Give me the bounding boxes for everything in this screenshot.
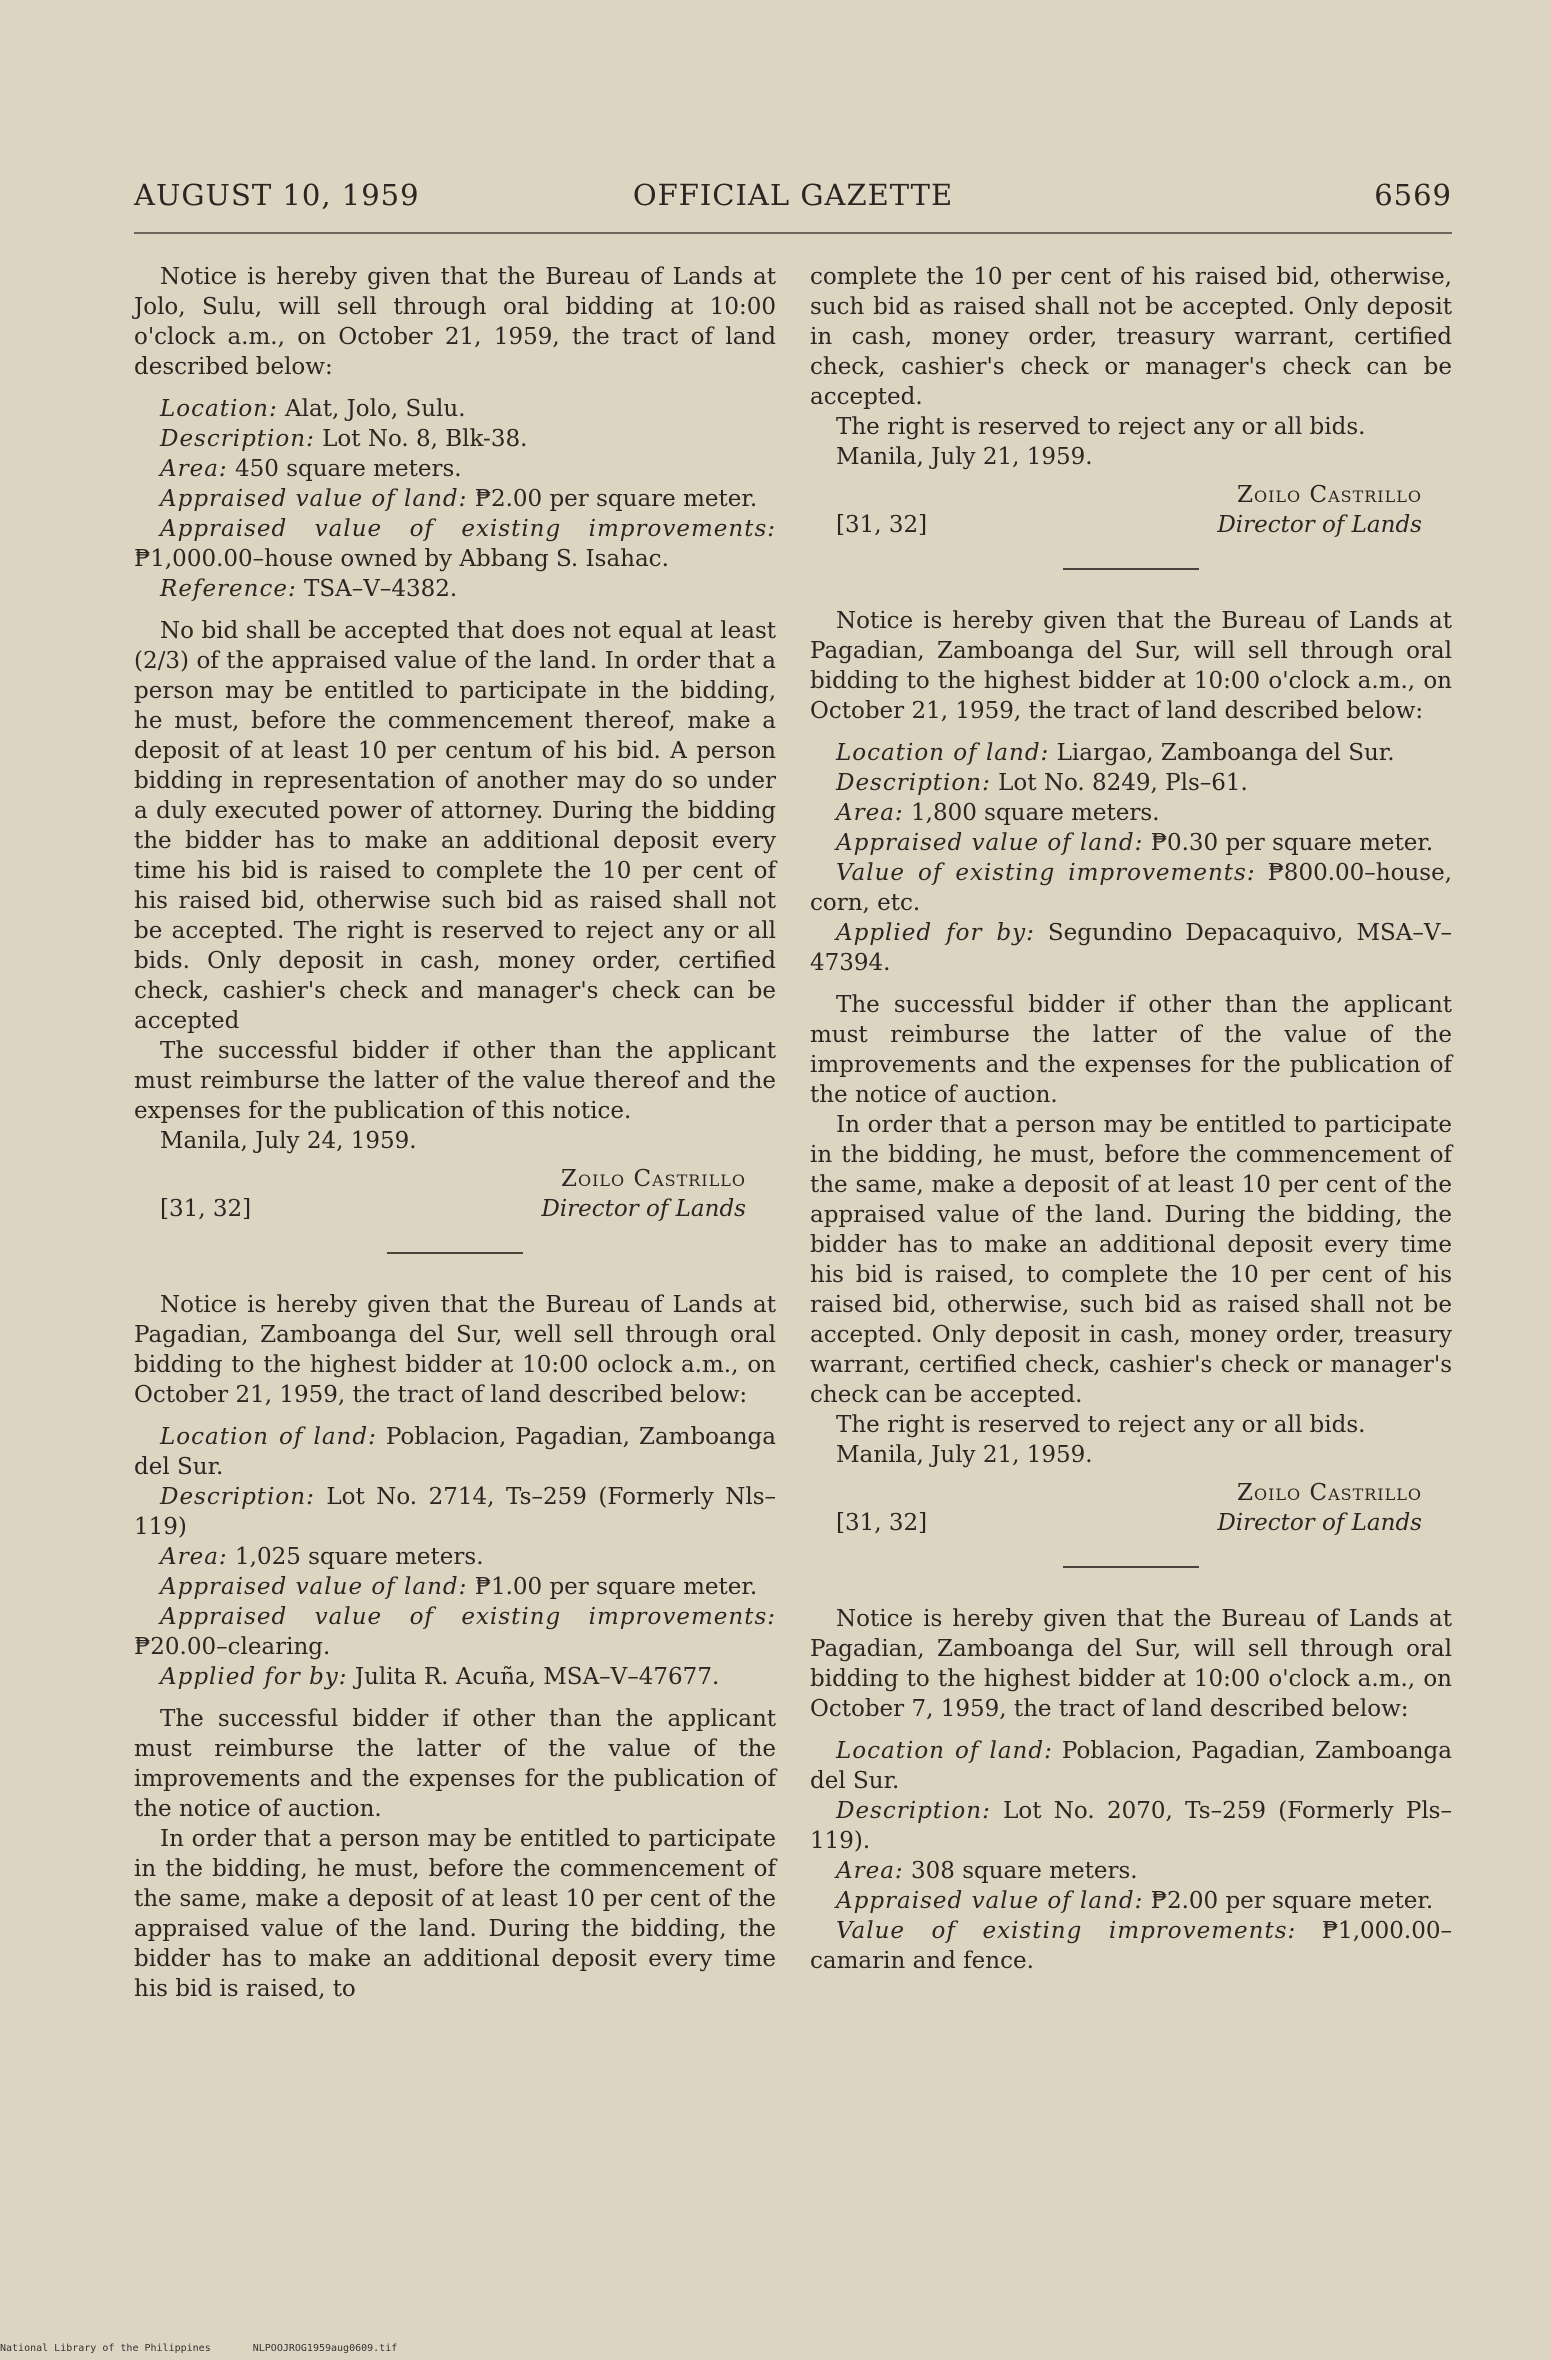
reimbursement-clause: The successful bidder if other than the applicant must reimburse the latter of the value thereof and the expenses for the publication of this notice. <box>134 1038 776 1124</box>
field-label: Applied for by: <box>160 1664 348 1690</box>
issue-reference: [31, 32] <box>160 1196 252 1222</box>
field-label: Appraised value of land: <box>836 1888 1144 1914</box>
right-column <box>810 262 1452 1976</box>
field-label: Area: <box>160 456 228 482</box>
section-divider <box>387 1252 523 1254</box>
field-value: 308 square meters. <box>903 1858 1138 1884</box>
notice-pagadian-2714 <box>134 1290 776 2004</box>
field-label: Description: <box>836 1798 991 1824</box>
field-value: Poblacion, Pagadian, Zamboanga del Sur. <box>810 1738 1452 1794</box>
field-applied-for-by <box>134 1662 776 1692</box>
field-label: Appraised value of existing improvements: <box>160 1604 776 1630</box>
signatory-title: Director of Lands <box>1217 512 1422 538</box>
signatory-name: Zoilo Castrillo <box>1237 482 1422 508</box>
place-date: Manila, July 21, 1959. <box>836 444 1093 470</box>
field-appraised-improvements <box>134 514 776 574</box>
field-value: Lot No. 8249, Pls–61. <box>990 770 1248 796</box>
field-label: Area: <box>836 800 904 826</box>
field-area <box>810 1856 1452 1886</box>
field-value: Liargao, Zamboanga del Sur. <box>1049 740 1395 766</box>
notice-pagadian-8249 <box>810 606 1452 1540</box>
signature-block <box>134 1164 776 1226</box>
place-date: Manila, July 24, 1959. <box>160 1128 417 1154</box>
issue-reference: [31, 32] <box>836 1510 928 1536</box>
field-value: ₱0.30 per square meter. <box>1143 830 1434 856</box>
field-appraised-land <box>810 1886 1452 1916</box>
field-label: Description: <box>160 1484 315 1510</box>
field-label: Appraised value of land: <box>160 486 468 512</box>
signatory-title: Director of Lands <box>1217 1510 1422 1536</box>
field-label: Appraised value of land: <box>160 1574 468 1600</box>
header-rule <box>134 232 1452 234</box>
publication-title: OFFICIAL GAZETTE <box>632 178 954 212</box>
field-label: Reference: <box>160 576 297 602</box>
field-value: ₱2.00 per square meter. <box>467 486 758 512</box>
field-label: Description: <box>160 426 315 452</box>
field-appraised-improvements <box>134 1602 776 1662</box>
field-value: Segundino Depacaquivo, MSA–V–47394. <box>810 920 1453 976</box>
left-column <box>134 262 776 2004</box>
field-label: Location of land: <box>836 1738 1053 1764</box>
notice-pagadian-2070 <box>810 1604 1452 1976</box>
field-area <box>810 798 1452 828</box>
field-area <box>134 1542 776 1572</box>
field-value: Alat, Jolo, Sulu. <box>277 396 466 422</box>
deposit-terms: In order that a person may be entitled to participate in the bidding, he must, before the commencement of the same, make a deposit of at least 10 per cent of the appraised value of the land. During the bidding, the bidder has to make an additional deposit every time his bid is raised, to <box>134 1826 776 2002</box>
section-divider <box>1063 1566 1199 1568</box>
field-appraised-land <box>134 484 776 514</box>
field-reference <box>134 574 776 604</box>
issue-date: AUGUST 10, 1959 <box>134 178 420 212</box>
notice-intro: Notice is hereby given that the Bureau of Lands at Jolo, Sulu, will sell through oral bidding at 10:00 o'clock a.m., on October 21, 1959, the tract of land described below: <box>134 264 776 380</box>
reimbursement-clause: The successful bidder if other than the applicant must reimburse the latter of the value of the improvements and the expenses for the publication of the notice of auction. <box>810 992 1452 1108</box>
signature-block <box>810 480 1452 542</box>
rights-reserved: The right is reserved to reject any or all bids. <box>836 414 1366 440</box>
rights-reserved: The right is reserved to reject any or all bids. <box>836 1412 1366 1438</box>
field-value: Lot No. 2070, Ts–259 (Formerly Pls–119). <box>810 1798 1452 1854</box>
field-value: Lot No. 2714, Ts–259 (Formerly Nls–119) <box>134 1484 776 1540</box>
scan-filename: NLPOOJROG1959aug0609.tif <box>252 2343 398 2354</box>
field-label: Value of existing improvements: <box>836 1918 1297 1944</box>
field-label: Value of existing improvements: <box>836 860 1256 886</box>
field-value: ₱1,000.00–house owned by Abbang S. Isahac. <box>134 546 669 572</box>
signatory-name: Zoilo Castrillo <box>1237 1480 1422 1506</box>
field-appraised-land <box>134 1572 776 1602</box>
field-value: 1,800 square meters. <box>903 800 1160 826</box>
field-value: ₱20.00–clearing. <box>134 1634 331 1660</box>
field-value: ₱800.00–house, corn, etc. <box>810 860 1452 916</box>
signature-block <box>810 1478 1452 1540</box>
notice-intro: Notice is hereby given that the Bureau of Lands at Pagadian, Zamboanga del Sur, will sell through oral bidding to the highest bidder at 10:00 o'clock a.m., on October 21, 1959, the tract of land described below: <box>810 608 1452 724</box>
field-value: 1,025 square meters. <box>227 1544 484 1570</box>
field-location <box>134 1422 776 1482</box>
issue-reference: [31, 32] <box>836 512 928 538</box>
field-existing-improvements <box>810 1916 1452 1976</box>
notice-jolo <box>134 262 776 1226</box>
field-label: Applied for by: <box>836 920 1035 946</box>
field-description <box>810 768 1452 798</box>
library-credit: National Library of the Philippines <box>0 2343 211 2354</box>
notice-continuation <box>810 262 1452 542</box>
field-existing-improvements <box>810 858 1452 918</box>
field-value: 450 square meters. <box>227 456 462 482</box>
page-number: 6569 <box>1374 178 1452 212</box>
field-label: Description: <box>836 770 991 796</box>
field-location <box>134 394 776 424</box>
field-label: Location of land: <box>160 1424 377 1450</box>
field-value: Lot No. 8, Blk-38. <box>314 426 528 452</box>
page-header <box>134 172 1452 218</box>
reimbursement-clause: The successful bidder if other than the applicant must reimburse the latter of the value of the improvements and the expenses for the publication of the notice of auction. <box>134 1706 776 1822</box>
field-description <box>810 1796 1452 1856</box>
field-label: Area: <box>836 1858 904 1884</box>
notice-intro: Notice is hereby given that the Bureau of Lands at Pagadian, Zamboanga del Sur, well sell through oral bidding to the highest bidder at 10:00 oclock a.m., on October 21, 1959, the tract of land described below: <box>134 1292 776 1408</box>
field-value: TSA–V–4382. <box>296 576 458 602</box>
signatory-title: Director of Lands <box>541 1196 746 1222</box>
field-area <box>134 454 776 484</box>
place-date: Manila, July 21, 1959. <box>836 1442 1093 1468</box>
field-location <box>810 738 1452 768</box>
field-label: Location of land: <box>836 740 1050 766</box>
bidding-terms: No bid shall be accepted that does not equal at least (2/3) of the appraised value of the land. In order that a person may be entitled to participate in the bidding, he must, before the commencement thereof, make a deposit of at least 10 per centum of his bid. A person bidding in representation of another may do so under a duly executed power of attorney. During the bidding the bidder has to make an additional deposit every time his bid is raised to complete the 10 per cent of his raised bid, otherwise such bid as raised shall not be accepted. The right is reserved to reject any or all bids. Only deposit in cash, money order, certified check, cashier's check and manager's check can be accepted <box>134 618 776 1034</box>
field-description <box>134 424 776 454</box>
field-value: Julita R. Acuña, MSA–V–47677. <box>347 1664 720 1690</box>
field-label: Location: <box>160 396 278 422</box>
field-value: Poblacion, Pagadian, Zamboanga del Sur. <box>134 1424 776 1480</box>
field-description <box>134 1482 776 1542</box>
field-value: ₱2.00 per square meter. <box>1143 1888 1434 1914</box>
field-label: Appraised value of land: <box>836 830 1144 856</box>
field-applied-for-by <box>810 918 1452 978</box>
deposit-terms: In order that a person may be entitled to participate in the bidding, he must, before the commencement of the same, make a deposit of at least 10 per cent of the appraised value of the land. During the bidding, the bidder has to make an additional deposit every time his bid is raised, to complete the 10 per cent of his raised bid, otherwise, such bid as raised shall not be accepted. Only deposit in cash, money order, treasury warrant, certified check, cashier's check or manager's check can be accepted. <box>810 1112 1452 1408</box>
continued-terms: complete the 10 per cent of his raised bid, otherwise, such bid as raised shall not be accepted. Only deposit in cash, money order, treasury warrant, certified check, cashier's check or manager's check can be accepted. <box>810 264 1452 410</box>
field-value: ₱1.00 per square meter. <box>467 1574 758 1600</box>
notice-intro: Notice is hereby given that the Bureau of Lands at Pagadian, Zamboanga del Sur, will sell through oral bidding to the highest bidder at 10:00 o'clock a.m., on October 7, 1959, the tract of land described below: <box>810 1606 1452 1722</box>
field-label: Appraised value of existing improvements: <box>160 516 776 542</box>
field-value: ₱1,000.00–camarin and fence. <box>810 1918 1452 1974</box>
field-appraised-land <box>810 828 1452 858</box>
field-location <box>810 1736 1452 1796</box>
signatory-name: Zoilo Castrillo <box>561 1166 746 1192</box>
section-divider <box>1063 568 1199 570</box>
scan-footer <box>0 2343 433 2354</box>
field-label: Area: <box>160 1544 228 1570</box>
